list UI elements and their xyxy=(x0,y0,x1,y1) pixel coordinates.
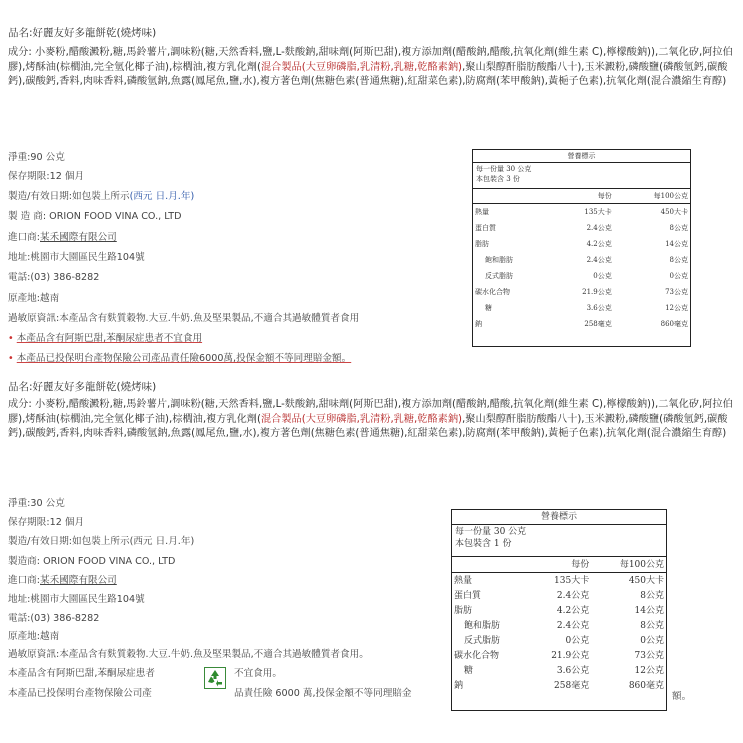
nutrient-name: 反式脂肪 xyxy=(485,272,513,280)
nutrient-name: 飽和脂肪 xyxy=(464,620,501,631)
header-blank xyxy=(452,557,526,573)
nutrition-row xyxy=(452,678,666,693)
per-100g-value: 73公克 xyxy=(634,650,664,661)
ingredients-highlight: 混合製品(大豆卵磷脂,乳清粉,乳糖,乾酪素鈉) xyxy=(260,61,463,73)
importer-1 xyxy=(8,232,117,243)
per-serving-value: 2.4公克 xyxy=(586,256,612,264)
product-name-1: 品名:好麗友好多龍餅乾(燒烤味) xyxy=(8,27,157,39)
per-serving-value: 21.9公克 xyxy=(582,288,612,296)
insurance-2a: 本產品已投保明台產物保險公司產 xyxy=(8,688,152,699)
date-info-1 xyxy=(8,191,194,202)
per-100g-value: 8公克 xyxy=(640,620,664,631)
nutrient-name: 蛋白質 xyxy=(475,224,496,232)
nutrition-row xyxy=(452,648,666,663)
per-serving-value: 4.2公克 xyxy=(556,605,590,616)
insurance-2c: 額。 xyxy=(672,691,692,702)
manufacturer-2: 製造商: ORION FOOD VINA CO., LTD xyxy=(8,556,176,567)
importer-name: 某禾國際有限公司 xyxy=(40,575,117,586)
header-per-serving: 每份 xyxy=(526,557,591,573)
header-per-100g: 每100公克 xyxy=(614,189,690,204)
nutrition-row xyxy=(452,618,666,633)
nutrient-name: 脂肪 xyxy=(475,240,489,248)
date-format: (西元 日.月.年) xyxy=(129,536,195,547)
pku-text: 本產品含有阿斯巴甜,苯酮尿症患者不宜食用 xyxy=(16,333,203,344)
serving-info xyxy=(473,163,690,189)
nutrition-title: 營養標示 xyxy=(473,150,690,163)
bullet-icon: • xyxy=(8,353,14,364)
insurance-1 xyxy=(8,353,351,364)
nutrient-name: 鈉 xyxy=(454,680,464,691)
nutrient-name: 碳水化合物 xyxy=(475,288,510,296)
nutrition-table-2 xyxy=(451,509,667,711)
per-100g-value: 860毫克 xyxy=(628,680,664,691)
allergen-info-1: 過敏原資訊:本產品含有麩質穀物.大豆.牛奶.魚及堅果製品,不適合其過敏體質者食用 xyxy=(8,313,360,324)
address-1: 地址:桃園市大園區民生路104號 xyxy=(8,252,145,263)
servings-per-pack: 本包裝含 3 份 xyxy=(476,175,520,183)
nutrient-name: 糖 xyxy=(464,665,474,676)
insurance-2b: 品責任險 6000 萬,投保金額不等同理賠金 xyxy=(234,688,412,699)
net-weight-2: 淨重:30 公克 xyxy=(8,498,65,509)
per-serving-value: 2.4公克 xyxy=(586,224,612,232)
per-100g-value: 860毫克 xyxy=(660,320,688,328)
ingredients-highlight: 混合製品(大豆卵磷脂,乳清粉,乳糖,乾酪素鈉) xyxy=(260,413,463,425)
nutrient-name: 熱量 xyxy=(475,208,489,216)
importer-label: 進口商: xyxy=(8,232,41,243)
nutrition-row xyxy=(452,573,666,589)
per-serving-value: 135大卡 xyxy=(584,208,612,216)
header-blank xyxy=(473,189,547,204)
date-format: (西元 日.月.年) xyxy=(129,191,195,202)
per-serving-value: 0公克 xyxy=(593,272,612,280)
per-serving-value: 3.6公克 xyxy=(586,304,612,312)
nutrition-row xyxy=(452,663,666,678)
nutrient-name: 反式脂肪 xyxy=(464,635,501,646)
per-serving-value: 4.2公克 xyxy=(586,240,612,248)
nutrition-row xyxy=(452,603,666,618)
per-100g-value: 8公克 xyxy=(640,590,664,601)
allergen-info-2: 過敏原資訊:本產品含有麩質穀物.大豆.牛奶.魚及堅果製品,不適合其過敏體質者食用。 xyxy=(8,649,369,660)
nutrition-row xyxy=(473,284,690,300)
origin-1: 原產地:越南 xyxy=(8,293,60,304)
importer-name: 某禾國際有限公司 xyxy=(40,232,117,243)
date-label: 製造/有效日期:如包裝上所示 xyxy=(8,191,130,202)
phone-2: 電話:(03) 386-8282 xyxy=(8,613,100,624)
header-per-serving: 每份 xyxy=(547,189,614,204)
nutrition-row xyxy=(473,316,690,332)
per-100g-value: 8公克 xyxy=(669,224,688,232)
serving-size: 每一份量 30 公克 xyxy=(476,165,532,173)
per-100g-value: 12公克 xyxy=(665,304,688,312)
nutrition-row xyxy=(473,220,690,236)
nutrition-row xyxy=(473,252,690,268)
per-serving-value: 3.6公克 xyxy=(556,665,590,676)
nutrient-name: 脂肪 xyxy=(454,605,473,616)
per-100g-value: 73公克 xyxy=(665,288,688,296)
shelf-life-2: 保存期限:12 個月 xyxy=(8,517,85,528)
importer-2 xyxy=(8,575,117,586)
nutrition-row xyxy=(473,300,690,316)
origin-2: 原產地:越南 xyxy=(8,631,60,642)
ingredients-text: 成分: 小麥粉,醋酸澱粉,糖,馬鈴薯片,調味粉(糖,天然香料,鹽,L-麩酸鈉,甜味劑(阿斯巴甜),複方添加劑(醋酸鈉,醋酸,抗氧化劑(維生素 C),檸檬酸鈉)),二氧化矽,阿拉伯膠),烤酥油(棕櫚油,完全氫化椰子油),棕櫚油,複方乳化劑( xyxy=(8,399,733,425)
per-100g-value: 450大卡 xyxy=(660,208,688,216)
insurance-text: 本產品已投保明台產物保險公司產品責任險6000萬,投保金額不等同理賠金額。 xyxy=(16,353,352,364)
header-per-100g: 每100公克 xyxy=(591,557,666,573)
nutrient-name: 熱量 xyxy=(454,575,473,586)
importer-label: 進口商: xyxy=(8,575,41,586)
recycle-icon xyxy=(204,667,226,689)
product-name-2: 品名:好麗友好多龍餅乾(燒烤味) xyxy=(8,381,157,393)
pku-warning-2a: 本產品含有阿斯巴甜,苯酮尿症患者 xyxy=(8,668,155,679)
nutrition-row xyxy=(452,633,666,648)
per-serving-value: 2.4公克 xyxy=(556,590,590,601)
net-weight-1: 淨重:90 公克 xyxy=(8,152,65,163)
per-serving-value: 0公克 xyxy=(565,635,590,646)
ingredients-text: ,聚山梨醇酐脂肪酸酯八十),玉米澱粉,磷酸鹽(磷酸氫鈣,碳酸鈣),碳酸鈣,香料,肉味香料,磷酸氫鈉,魚露(鳳尾魚,鹽,水),複方著色劑(焦糖色素(普通焦糖),紅甜菜色素),防腐劑(苯甲酸鈉),黃梔子色素),抗氧化劑(混合濃縮生育醇) xyxy=(8,61,728,88)
date-label: 製造/有效日期:如包裝上所示 xyxy=(8,536,130,547)
per-100g-value: 12公克 xyxy=(634,665,664,676)
nutrient-name: 碳水化合物 xyxy=(454,650,500,661)
serving-info xyxy=(452,525,666,557)
shelf-life-1: 保存期限:12 個月 xyxy=(8,171,85,182)
nutrition-row xyxy=(473,204,690,221)
nutrition-row xyxy=(473,268,690,284)
per-100g-value: 14公克 xyxy=(665,240,688,248)
nutrition-header-row xyxy=(452,557,666,573)
per-100g-value: 14公克 xyxy=(634,605,664,616)
nutrition-row xyxy=(452,588,666,603)
manufacturer-1: 製 造 商: ORION FOOD VINA CO., LTD xyxy=(8,211,182,222)
nutrition-table-1 xyxy=(472,149,691,347)
nutrition-grid xyxy=(452,557,666,693)
nutrient-name: 糖 xyxy=(485,304,492,312)
per-serving-value: 135大卡 xyxy=(554,575,590,586)
phone-1: 電話:(03) 386-8282 xyxy=(8,272,100,283)
per-serving-value: 21.9公克 xyxy=(551,650,590,661)
pku-warning-1 xyxy=(8,333,202,344)
nutrition-grid xyxy=(473,189,690,332)
nutrition-row xyxy=(473,236,690,252)
ingredients-text: ,聚山梨醇酐脂肪酸酯八十),玉米澱粉,磷酸鹽(磷酸氫鈣,碳酸鈣),碳酸鈣,香料,肉味香料,磷酸氫鈉,魚露(鳳尾魚,鹽,水),複方著色劑(焦糖色素(普通焦糖),紅甜菜色素),防腐劑(苯甲酸鈉),黃梔子色素),抗氧化劑(混合濃縮生育醇) xyxy=(8,413,728,440)
per-100g-value: 0公克 xyxy=(640,635,664,646)
nutrient-name: 飽和脂肪 xyxy=(485,256,513,264)
per-serving-value: 258毫克 xyxy=(584,320,612,328)
nutrient-name: 蛋白質 xyxy=(454,590,482,601)
nutrition-header-row xyxy=(473,189,690,204)
ingredients-2 xyxy=(8,398,736,442)
per-serving-value: 2.4公克 xyxy=(556,620,590,631)
ingredients-1 xyxy=(8,46,736,90)
address-2: 地址:桃園市大園區民生路104號 xyxy=(8,594,145,605)
per-100g-value: 0公克 xyxy=(669,272,688,280)
per-100g-value: 8公克 xyxy=(669,256,688,264)
nutrition-title: 營養標示 xyxy=(452,510,666,525)
servings-per-pack: 本包裝含 1 份 xyxy=(455,539,512,549)
per-serving-value: 258毫克 xyxy=(554,680,590,691)
date-info-2 xyxy=(8,536,194,547)
pku-warning-2b: 不宜食用。 xyxy=(234,668,282,679)
serving-size: 每一份量 30 公克 xyxy=(455,527,527,537)
nutrient-name: 鈉 xyxy=(475,320,482,328)
bullet-icon: • xyxy=(8,333,14,344)
ingredients-text: 成分: 小麥粉,醋酸澱粉,糖,馬鈴薯片,調味粉(糖,天然香料,鹽,L-麩酸鈉,甜味劑(阿斯巴甜),複方添加劑(醋酸鈉,醋酸,抗氧化劑(維生素 C),檸檬酸鈉)),二氧化矽,阿拉伯膠),烤酥油(棕櫚油,完全氫化椰子油),棕櫚油,複方乳化劑( xyxy=(8,47,733,73)
per-100g-value: 450大卡 xyxy=(628,575,664,586)
